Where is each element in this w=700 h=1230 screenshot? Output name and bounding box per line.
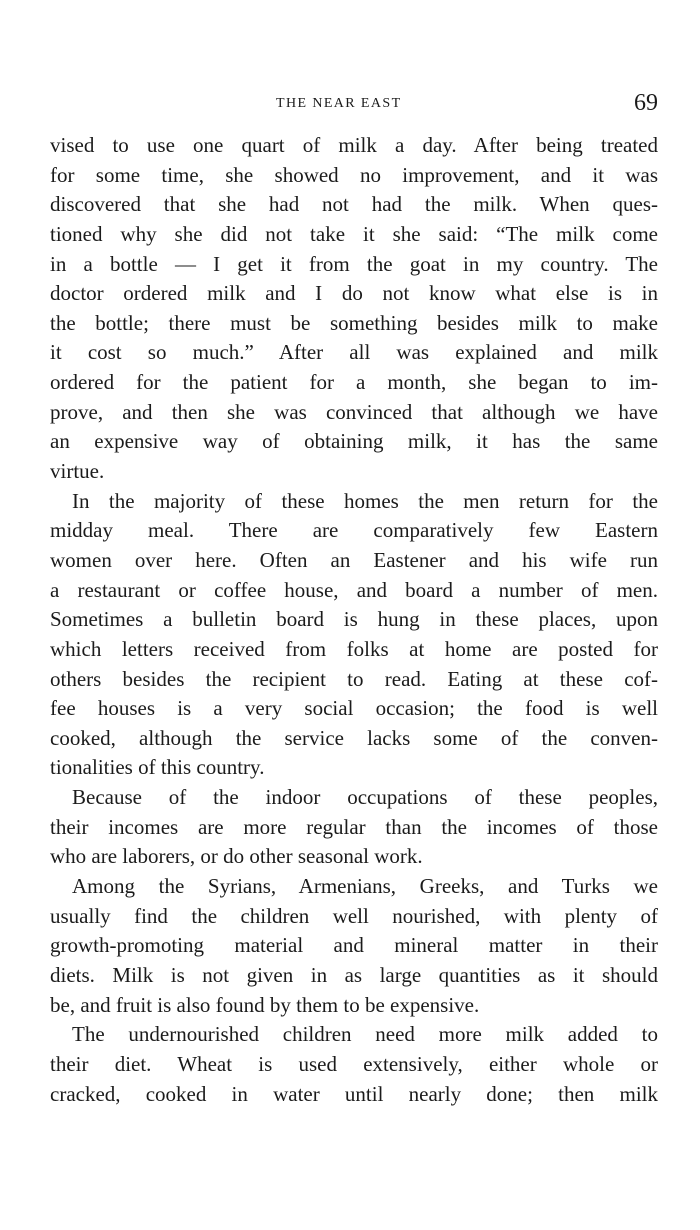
text-line: for some time, she showed no improvement, and it was — [50, 162, 658, 187]
text-line: growth-promoting material and mineral matter in their — [50, 933, 658, 958]
text-line: virtue. — [50, 459, 105, 484]
text-line: fee houses is a very social occasion; the food is well — [50, 696, 658, 721]
text-line: it cost so much.” After all was explained and milk — [50, 340, 658, 365]
text-line: cracked, cooked in water until nearly done; then milk — [50, 1081, 658, 1106]
text-line: midday meal. There are comparatively few Eastern — [50, 518, 658, 543]
text-line: usually find the children well nourished, with plenty of — [50, 903, 658, 928]
text-line: tioned why she did not take it she said: “The milk come — [50, 221, 658, 246]
text-line: discovered that she had not had the milk. When ques- — [50, 192, 658, 217]
text-line: doctor ordered milk and I do not know what else is in — [50, 281, 658, 306]
text-line: the bottle; there must be something besides milk to make — [50, 310, 658, 335]
text-line: in a bottle — I get it from the goat in my country. The — [50, 251, 658, 276]
page-number: 69 — [634, 90, 658, 116]
text-line: prove, and then she was convinced that although we have — [50, 399, 658, 424]
text-line: a restaurant or coffee house, and board a number of men. — [50, 577, 658, 602]
body-text — [50, 131, 658, 1109]
text-line: who are laborers, or do other seasonal work. — [50, 844, 423, 869]
text-line: cooked, although the service lacks some of the conven- — [50, 725, 658, 750]
text-line: others besides the recipient to read. Eating at these cof- — [50, 666, 658, 691]
text-line: Among the Syrians, Armenians, Greeks, and Turks we — [72, 874, 658, 899]
text-line: Sometimes a bulletin board is hung in these places, upon — [50, 607, 658, 632]
text-line: women over here. Often an Eastener and his wife run — [50, 547, 658, 572]
text-line: Because of the indoor occupations of these peoples, — [72, 785, 658, 810]
text-line: diets. Milk is not given in as large quantities as it should — [50, 962, 658, 987]
text-line: their diet. Wheat is used extensively, either whole or — [50, 1051, 658, 1076]
text-line: an expensive way of obtaining milk, it has the same — [50, 429, 658, 454]
running-title: THE NEAR EAST — [276, 96, 402, 111]
text-line: The undernourished children need more milk added to — [72, 1022, 658, 1047]
text-line: vised to use one quart of milk a day. After being treated — [50, 133, 658, 157]
text-line: ordered for the patient for a month, she began to im- — [50, 370, 658, 395]
text-line: their incomes are more regular than the incomes of those — [50, 814, 658, 839]
text-line: which letters received from folks at home are posted for — [50, 636, 658, 661]
text-line: tionalities of this country. — [50, 755, 265, 780]
text-line: be, and fruit is also found by them to be expensive. — [50, 992, 480, 1017]
text-line: In the majority of these homes the men return for the — [72, 488, 658, 513]
running-head — [0, 90, 700, 120]
